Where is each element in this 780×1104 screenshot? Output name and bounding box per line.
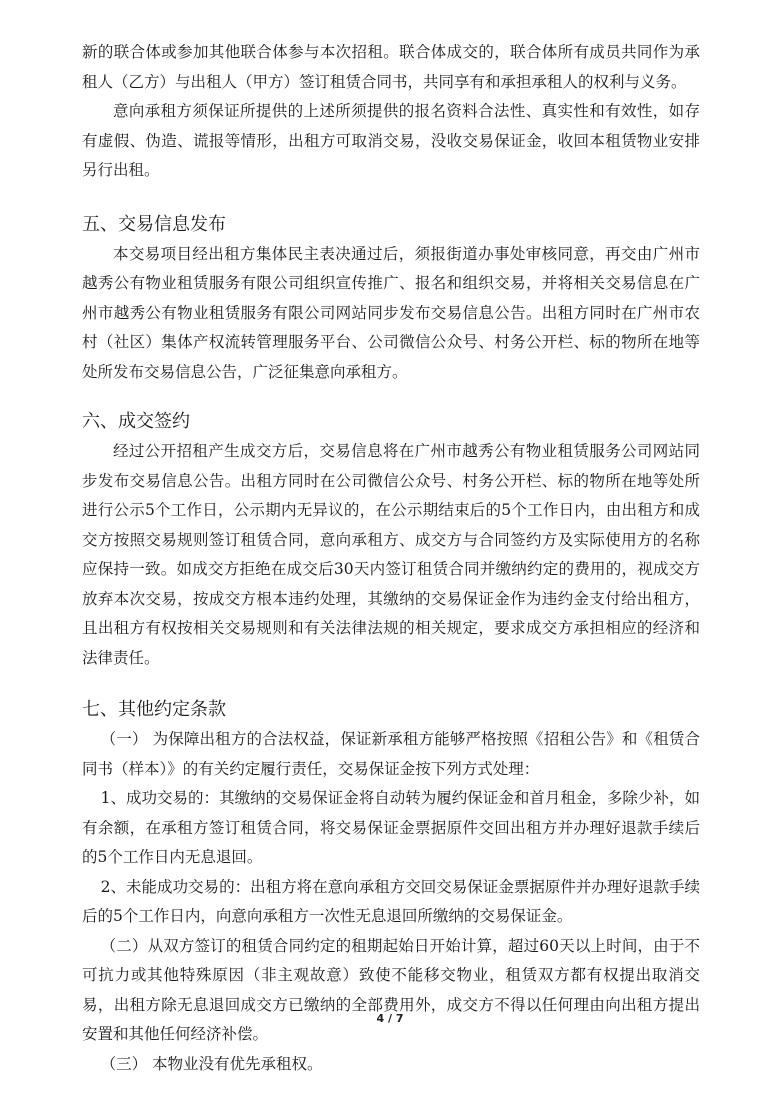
intro-paragraph-2: 意向承租方须保证所提供的上述所须提供的报名资料合法性、真实性和有效性，如存有虚假、伪造、谎报等情形，出租方可取消交易，没收交易保证金，收回本租赁物业安排另行出租。 <box>82 102 700 179</box>
intro-paragraph-1: 新的联合体或参加其他联合体参与本次招租。联合体成交的，联合体所有成员共同作为承租人（乙方）与出租人（甲方）签订租赁合同书，共同享有和承担承租人的权利与义务。 <box>82 43 700 91</box>
section-5-paragraph: 本交易项目经出租方集体民主表决通过后，须报街道办事处审核同意，再交由广州市越秀公有物业租赁服务有限公司组织宣传推广、报名和组织交易，并将相关交易信息在广州市越秀公有物业租赁服务有限公司网站同步发布交易信息公告。出租方同时在广州市农村（社区）集体产权流转管理服务平台、公司微信公众号、村务公开栏、标的物所在地等处所发布交易信息公告，广泛征集意向承租方。 <box>82 244 700 381</box>
clause-1: （一） 为保障出租方的合法权益，保证新承租方能够严格按照《招租公告》和《租赁合同书（样本）》的有关约定履行责任，交易保证金按下列方式处理： <box>82 730 700 778</box>
page-number: 4 / 7 <box>376 1012 404 1025</box>
clause-3: （三） 本物业没有优先承租权。 <box>100 1054 323 1073</box>
clause-1-item-2: 2、未能成功交易的：出租方将在意向承租方交回交易保证金票据原件并办理好退款手续后的5个工作日内，向意向承租方一次性无息退回所缴纳的交易保证金。 <box>82 877 700 925</box>
section-5-heading: 五、交易信息发布 <box>82 213 226 235</box>
clause-2: （二）从双方签订的租赁合同约定的租期起始日开始计算，超过60天以上时间，由于不可抗力或其他特殊原因（非主观故意）致使不能移交物业，租赁双方都有权提出取消交易，出租方除无息退回成交方已缴纳的全部费用外，成交方不得以任何理由向出租方提出安置和其他任何经济补偿。 <box>82 936 700 1043</box>
section-7-heading: 七、其他约定条款 <box>82 699 226 720</box>
clause-1-item-1: 1、成功交易的：其缴纳的交易保证金将自动转为履约保证金和首月租金，多除少补，如有余额，在承租方签订租赁合同，将交易保证金票据原件交回出租方并办理好退款手续后的5个工作日内无息退回。 <box>82 789 700 866</box>
section-6-paragraph: 经过公开招租产生成交方后，交易信息将在广州市越秀公有物业租赁服务公司网站同步发布交易信息公告。出租方同时在公司微信公众号、村务公开栏、标的物所在地等处所进行公示5个工作日，公示期内无异议的，在公示期结束后的5个工作日内，由出租方和成交方按照交易规则签订租赁合同，意向承租方、成交方与合同签约方及实际使用方的名称应保持一致。如成交方拒绝在成交后30天内签订租赁合同并缴纳约定的费用的，视成交方放弃本次交易，按成交方根本违约处理，其缴纳的交易保证金作为违约金支付给出租方，且出租方有权按相关交易规则和有关法律法规的相关规定，要求成交方承担相应的经济和法律责任。 <box>82 442 700 667</box>
section-6-heading: 六、成交签约 <box>82 411 190 432</box>
